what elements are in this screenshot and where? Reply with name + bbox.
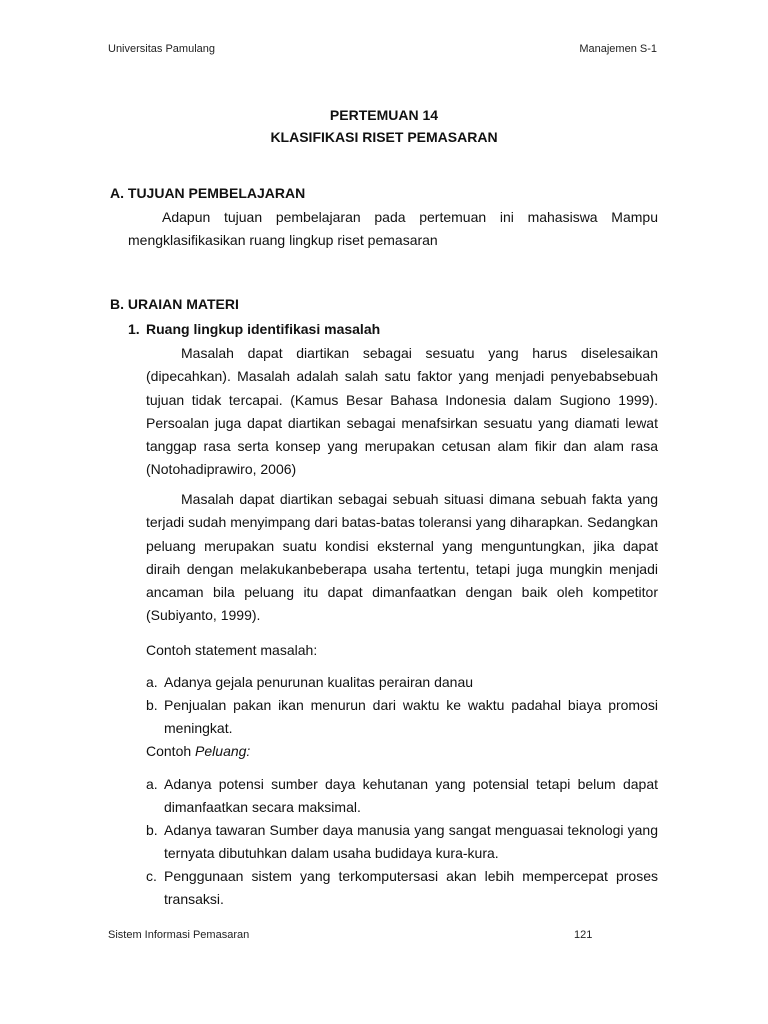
list-item [146, 671, 658, 694]
chapter-title: KLASIFIKASI RISET PEMASARAN [270, 129, 498, 145]
section-a-body: Adapun tujuan pembelajaran pada pertemuan ini mahasiswa Mampu mengklasifikasikan ruang lingkup riset pemasaran [128, 209, 658, 249]
section-a-heading: A. TUJUAN PEMBELAJARAN [110, 185, 306, 201]
list-item-text: Adanya potensi sumber daya kehutanan yang potensial tetapi belum dapat dimanfaatkan secara maksimal. [164, 776, 658, 816]
subsection-1-heading [128, 320, 380, 338]
list-marker: b. [146, 697, 158, 713]
section-b-heading: B. URAIAN MATERI [110, 296, 239, 312]
running-footer-left: Sistem Informasi Pemasaran [108, 929, 250, 941]
paragraph-1: Masalah dapat diartikan sebagai sesuatu yang harus diselesaikan (dipecahkan). Masalah adalah salah satu faktor yang menjadi penyebabsebuah tujuan tidak tercapai. (Kamus Besar Bahasa Indonesia dalam Sugiono 1999). Persoalan juga dapat diartikan sebagai menafsirkan sesuatu yang diamati lewat tanggap rasa serta konsep yang merupakan cetusan alam fikir dan alam rasa (Notohadiprawiro, 2006) [146, 345, 658, 478]
contoh-peluang-italic: Peluang: [195, 743, 251, 759]
chapter-number: PERTEMUAN 14 [329, 107, 439, 123]
subsection-1-title: Ruang lingkup identifikasi masalah [146, 321, 381, 337]
contoh-peluang-prefix: Contoh [146, 743, 196, 759]
list-item-text: Penggunaan sistem yang terkomputersasi akan lebih mempercepat proses transaksi. [164, 868, 658, 908]
page-number: 121 [574, 929, 593, 941]
list-marker: a. [146, 776, 158, 792]
list-item [146, 773, 658, 820]
list-item [146, 865, 658, 912]
contoh-peluang-label [146, 742, 250, 760]
list-item-text: Penjualan pakan ikan menurun dari waktu ke waktu padahal biaya promosi meningkat. [164, 697, 658, 737]
running-header-left: Universitas Pamulang [108, 43, 215, 55]
contoh-masalah-label: Contoh statement masalah: [146, 642, 318, 658]
list-item-text: Adanya gejala penurunan kualitas perairan danau [164, 674, 474, 690]
subsection-1-number: 1. [128, 321, 140, 337]
list-item [146, 694, 658, 741]
paragraph-2: Masalah dapat diartikan sebagai sebuah situasi dimana sebuah fakta yang terjadi sudah menyimpang dari batas-batas toleransi yang diharapkan. Sedangkan peluang merupakan suatu kondisi eksternal yang menguntungkan, jika dapat diraih dengan melakukanbeberapa usaha tertentu, tetapi juga mungkin menjadi ancaman bila peluang itu dapat dimanfaatkan dengan baik oleh kompetitor (Subiyanto, 1999). [146, 491, 658, 624]
list-marker: c. [146, 868, 157, 884]
running-header-right: Manajemen S-1 [579, 43, 657, 55]
list-marker: b. [146, 822, 158, 838]
list-item [146, 819, 658, 866]
list-marker: a. [146, 674, 158, 690]
list-item-text: Adanya tawaran Sumber daya manusia yang sangat menguasai teknologi yang ternyata dibutuhkan dalam usaha budidaya kura-kura. [164, 822, 658, 862]
